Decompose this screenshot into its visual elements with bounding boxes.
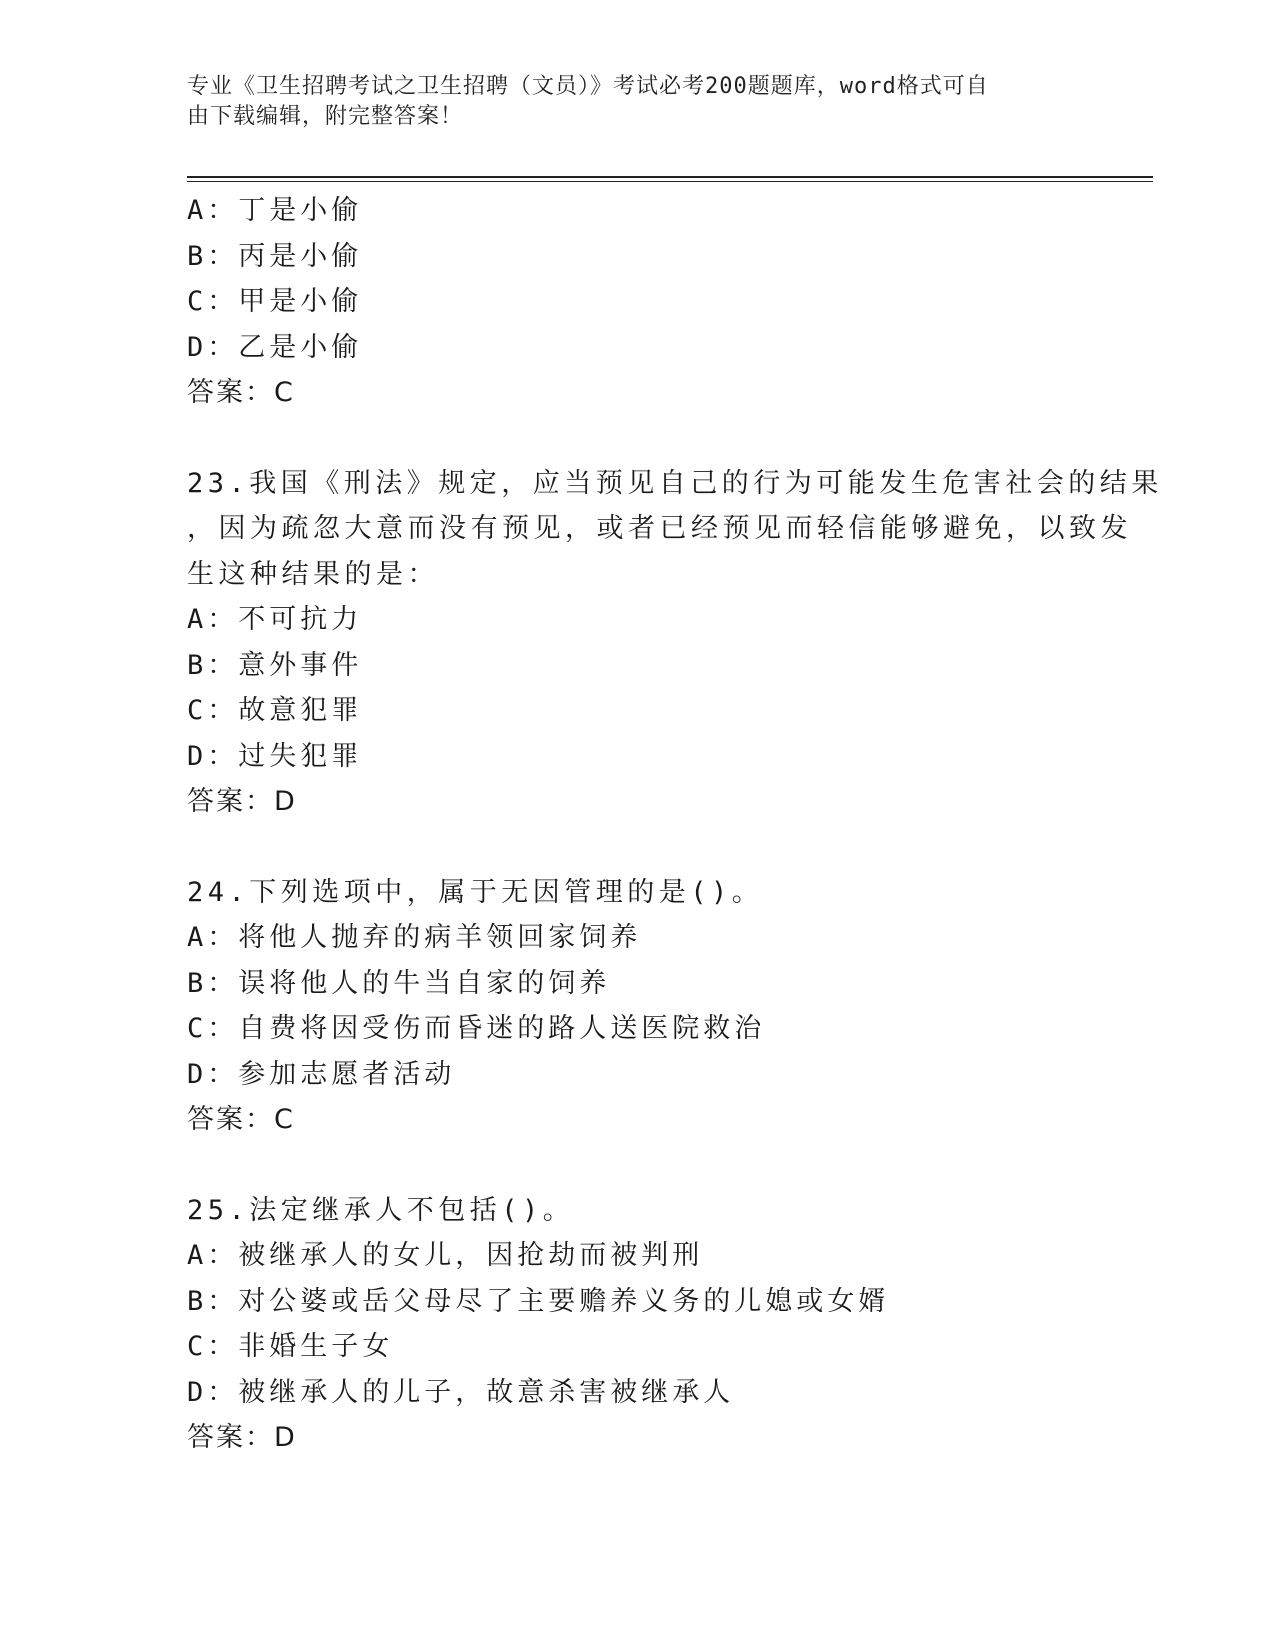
question-list (187, 188, 1163, 1461)
question-22-tail (187, 188, 1087, 416)
option-c: C：自费将因受伤而昏迷的路人送医院救治 (187, 1013, 766, 1044)
question-23 (187, 461, 1163, 825)
stem-line-2: ，因为疏忽大意而没有预见，或者已经预见而轻信能够避免，以致发 (187, 513, 1132, 544)
option-a: A：被继承人的女儿，因抢劫而被判刑 (187, 1240, 704, 1271)
question-24 (187, 870, 1087, 1143)
option-a: A：不可抗力 (187, 604, 363, 635)
document-header (187, 72, 1067, 132)
answer-line: 答案：C (187, 377, 295, 408)
stem-line-1: 23.我国《刑法》规定，应当预见自己的行为可能发生危害社会的结果 (187, 467, 1163, 499)
stem-line-1: 24.下列选项中，属于无因管理的是()。 (187, 876, 764, 908)
option-a: A：将他人抛弃的病羊领回家饲养 (187, 922, 642, 953)
header-line-2: 由下载编辑，附完整答案！ (187, 104, 464, 129)
question-25 (187, 1188, 1087, 1461)
header-rule-thick (187, 176, 1153, 178)
option-b: B：丙是小偷 (187, 240, 363, 272)
stem-line-1: 25.法定继承人不包括()。 (187, 1194, 575, 1226)
option-b: B：意外事件 (187, 649, 363, 681)
header-rule-thin (187, 181, 1153, 182)
spacer (187, 825, 1087, 870)
option-d: D：过失犯罪 (187, 740, 363, 772)
option-a: A：丁是小偷 (187, 195, 363, 226)
spacer (187, 416, 1087, 461)
option-d: D：被继承人的儿子，故意杀害被继承人 (187, 1376, 735, 1408)
answer-line: 答案：C (187, 1104, 295, 1135)
question-stem (187, 870, 1087, 916)
question-stem (187, 1188, 1087, 1234)
question-stem (187, 461, 1163, 598)
option-c: C：故意犯罪 (187, 695, 363, 726)
option-c: C：非婚生子女 (187, 1331, 394, 1362)
header-line-1: 专业《卫生招聘考试之卫生招聘（文员）》考试必考200题题库，word格式可自 (187, 74, 989, 99)
stem-line-3: 生这种结果的是： (187, 558, 439, 590)
option-d: D：乙是小偷 (187, 331, 363, 363)
option-d: D：参加志愿者活动 (187, 1058, 456, 1090)
option-c: C：甲是小偷 (187, 286, 363, 317)
answer-line: 答案：D (187, 786, 297, 817)
spacer (187, 1143, 1087, 1188)
option-b: B：对公婆或岳父母尽了主要赡养义务的儿媳或女婿 (187, 1285, 890, 1317)
answer-line: 答案：D (187, 1422, 297, 1453)
option-b: B：误将他人的牛当自家的饲养 (187, 967, 611, 999)
